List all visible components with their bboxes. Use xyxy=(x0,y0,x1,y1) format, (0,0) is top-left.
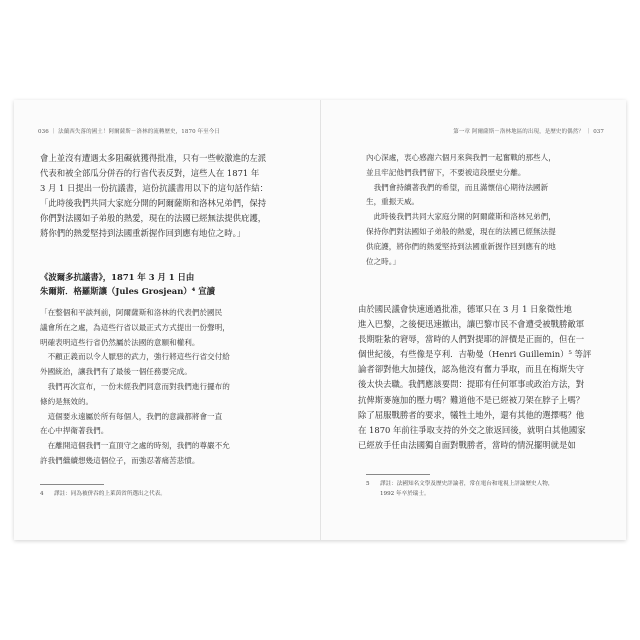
body-line: 抗俾斯麥施加的壓力嗎？難道他不是已經被刀架在脖子上嗎？ xyxy=(358,394,585,405)
body-line: 論者卻對他大加撻伐，認為他沒有奮力爭取，而且在梅斯失守 xyxy=(358,364,585,375)
quote-line: 保持你們對法國如子弟般的熱愛，現在的法國已經無法提 xyxy=(366,226,556,236)
right-footnote xyxy=(366,480,602,499)
body-line: 長期駐紮的窘辱，當時的人們對提耶的評價是正面的，但在一 xyxy=(358,334,585,345)
left-page-header: 036 ｜ 法蘭西失落的國土！阿爾薩斯－洛林的流轉歷史，1870 年至今日 xyxy=(38,129,220,135)
right-page-body xyxy=(358,302,602,453)
left-page-quote xyxy=(40,306,284,469)
quote-line: 明確表明這些行省仍然屬於法國的意願和權利。 xyxy=(40,337,200,347)
quote-line: 「在整個和平談判前，阿爾薩斯和洛林的代表們於國民 xyxy=(40,308,223,317)
body-line: 在 1870 年前往爭取支持的外交之旅返回後，就明白其他國家 xyxy=(358,424,586,435)
body-line: 進入巴黎，之後便迅速撤出，讓巴黎市民不會遭受被戰勝敵軍 xyxy=(358,319,585,330)
footnote-rule xyxy=(366,474,430,475)
body-line: 會上並沒有遭遇太多阻礙就獲得批准，只有一些較激進的左派 xyxy=(40,153,267,163)
quote-line: 內心深處，衷心感謝六個月來與我們一起奮戰的那些人， xyxy=(366,153,556,162)
right-page-header: 第一章 阿爾薩斯－洛林地區的出現，是歷史的偶然？ ｜ 037 xyxy=(453,129,604,135)
footnote-rule xyxy=(40,484,104,485)
left-page-section-heading xyxy=(40,270,284,298)
quote-line: 並且牢記他們我們留下，不要被這段歷史分離。 xyxy=(366,167,526,177)
quote-line: 我們再次宣布，一份未經我們同意而對我們進行擺布的 xyxy=(47,381,230,391)
footnote-text: 譯註：法國知名文學及歷史評論者，常在電台和電視上評論歷史人物， xyxy=(380,481,554,487)
footnote-text: 1992 年卒於瑞士。 xyxy=(380,490,430,497)
body-line: 代表和被全部瓜分併吞的行省代表反對，這些人在 1871 年 xyxy=(40,168,260,179)
quote-line: 不顧正義而以令人厭惡的武力，強行將這些行省交付給 xyxy=(47,352,230,362)
body-line: 「此時後我們共同大家庭分開的阿爾薩斯和洛林兄弟們，保持 xyxy=(40,198,267,209)
quote-line: 許我們繼續想幾這個位子，而強忍著痛苦悲憤。 xyxy=(40,455,200,465)
body-line: 你們對法國如子弟般的熱愛，現在的法國已經無法提供庇護， xyxy=(40,213,267,224)
quote-line: 這個要永遠屬於所有每個人，我們的意識都將會一直 xyxy=(47,411,223,421)
quote-line: 條約是無效的。 xyxy=(40,396,94,406)
footnote-number: 4 xyxy=(40,491,44,497)
quote-line: 位之時。」 xyxy=(366,256,401,266)
body-line: 除了屈服戰勝者的要求，犧牲土地外，還有其他的選擇嗎？他 xyxy=(358,409,585,420)
footnote-text: 譯註：同為被併吞的上萊茵省所選出之代表。 xyxy=(54,491,166,497)
right-page-quote xyxy=(366,151,602,269)
body-line: 已經放手任由法國獨自面對戰勝者，當時的情況擺明就是如 xyxy=(358,439,576,450)
quote-line: 供庇護，將你們的熱愛堅持到法國重新握作回到應有的地 xyxy=(366,241,556,251)
body-line: 將你們的熱愛堅持到法國重新握作回到應有地位之時。」 xyxy=(40,228,246,239)
quote-line: 議會所在之處，為這些行省以最正式方式提出一份聲明， xyxy=(40,322,230,332)
quote-line: 在心中捍衛著我們。 xyxy=(40,426,109,436)
left-footnote xyxy=(40,490,284,500)
body-line: 3 月 1 日提出一份抗議書，這份抗議書用以下的這句話作結： xyxy=(40,183,269,194)
body-line: 後太快去職。我們應該要問：提耶有任何軍事或政治方法，對 xyxy=(358,379,585,390)
left-page-body xyxy=(40,151,284,242)
body-line: 個世紀後，有些像是亨利．吉勒曼（Henri Guillemin）⁵ 等評 xyxy=(358,349,592,360)
quote-line: 我們會持續著我們的希望，而且滿懷信心期待法國新 xyxy=(373,182,549,192)
body-line: 由於國民議會快速通過批准，德軍只在 3 月 1 日象徵性地 xyxy=(358,304,572,314)
quote-line: 此時後我們共同大家庭分開的阿爾薩斯和洛林兄弟們， xyxy=(373,212,556,222)
quote-line: 在離開這個我們一直頂守之處的時刻，我們的尊嚴不允 xyxy=(47,441,230,451)
footnote-number: 5 xyxy=(366,481,370,487)
book-gutter xyxy=(320,100,321,540)
quote-line: 外國統治，讓我們有了最後一個任務要完成。 xyxy=(40,367,192,377)
section-heading-line: 朱爾斯．格羅斯讓（Jules Grosjean）⁴ 宣讀 xyxy=(40,286,216,296)
section-heading-line: 《波爾多抗議書》，1871 年 3 月 1 日由 xyxy=(40,272,195,282)
quote-line: 生，重振天威。 xyxy=(366,197,420,207)
